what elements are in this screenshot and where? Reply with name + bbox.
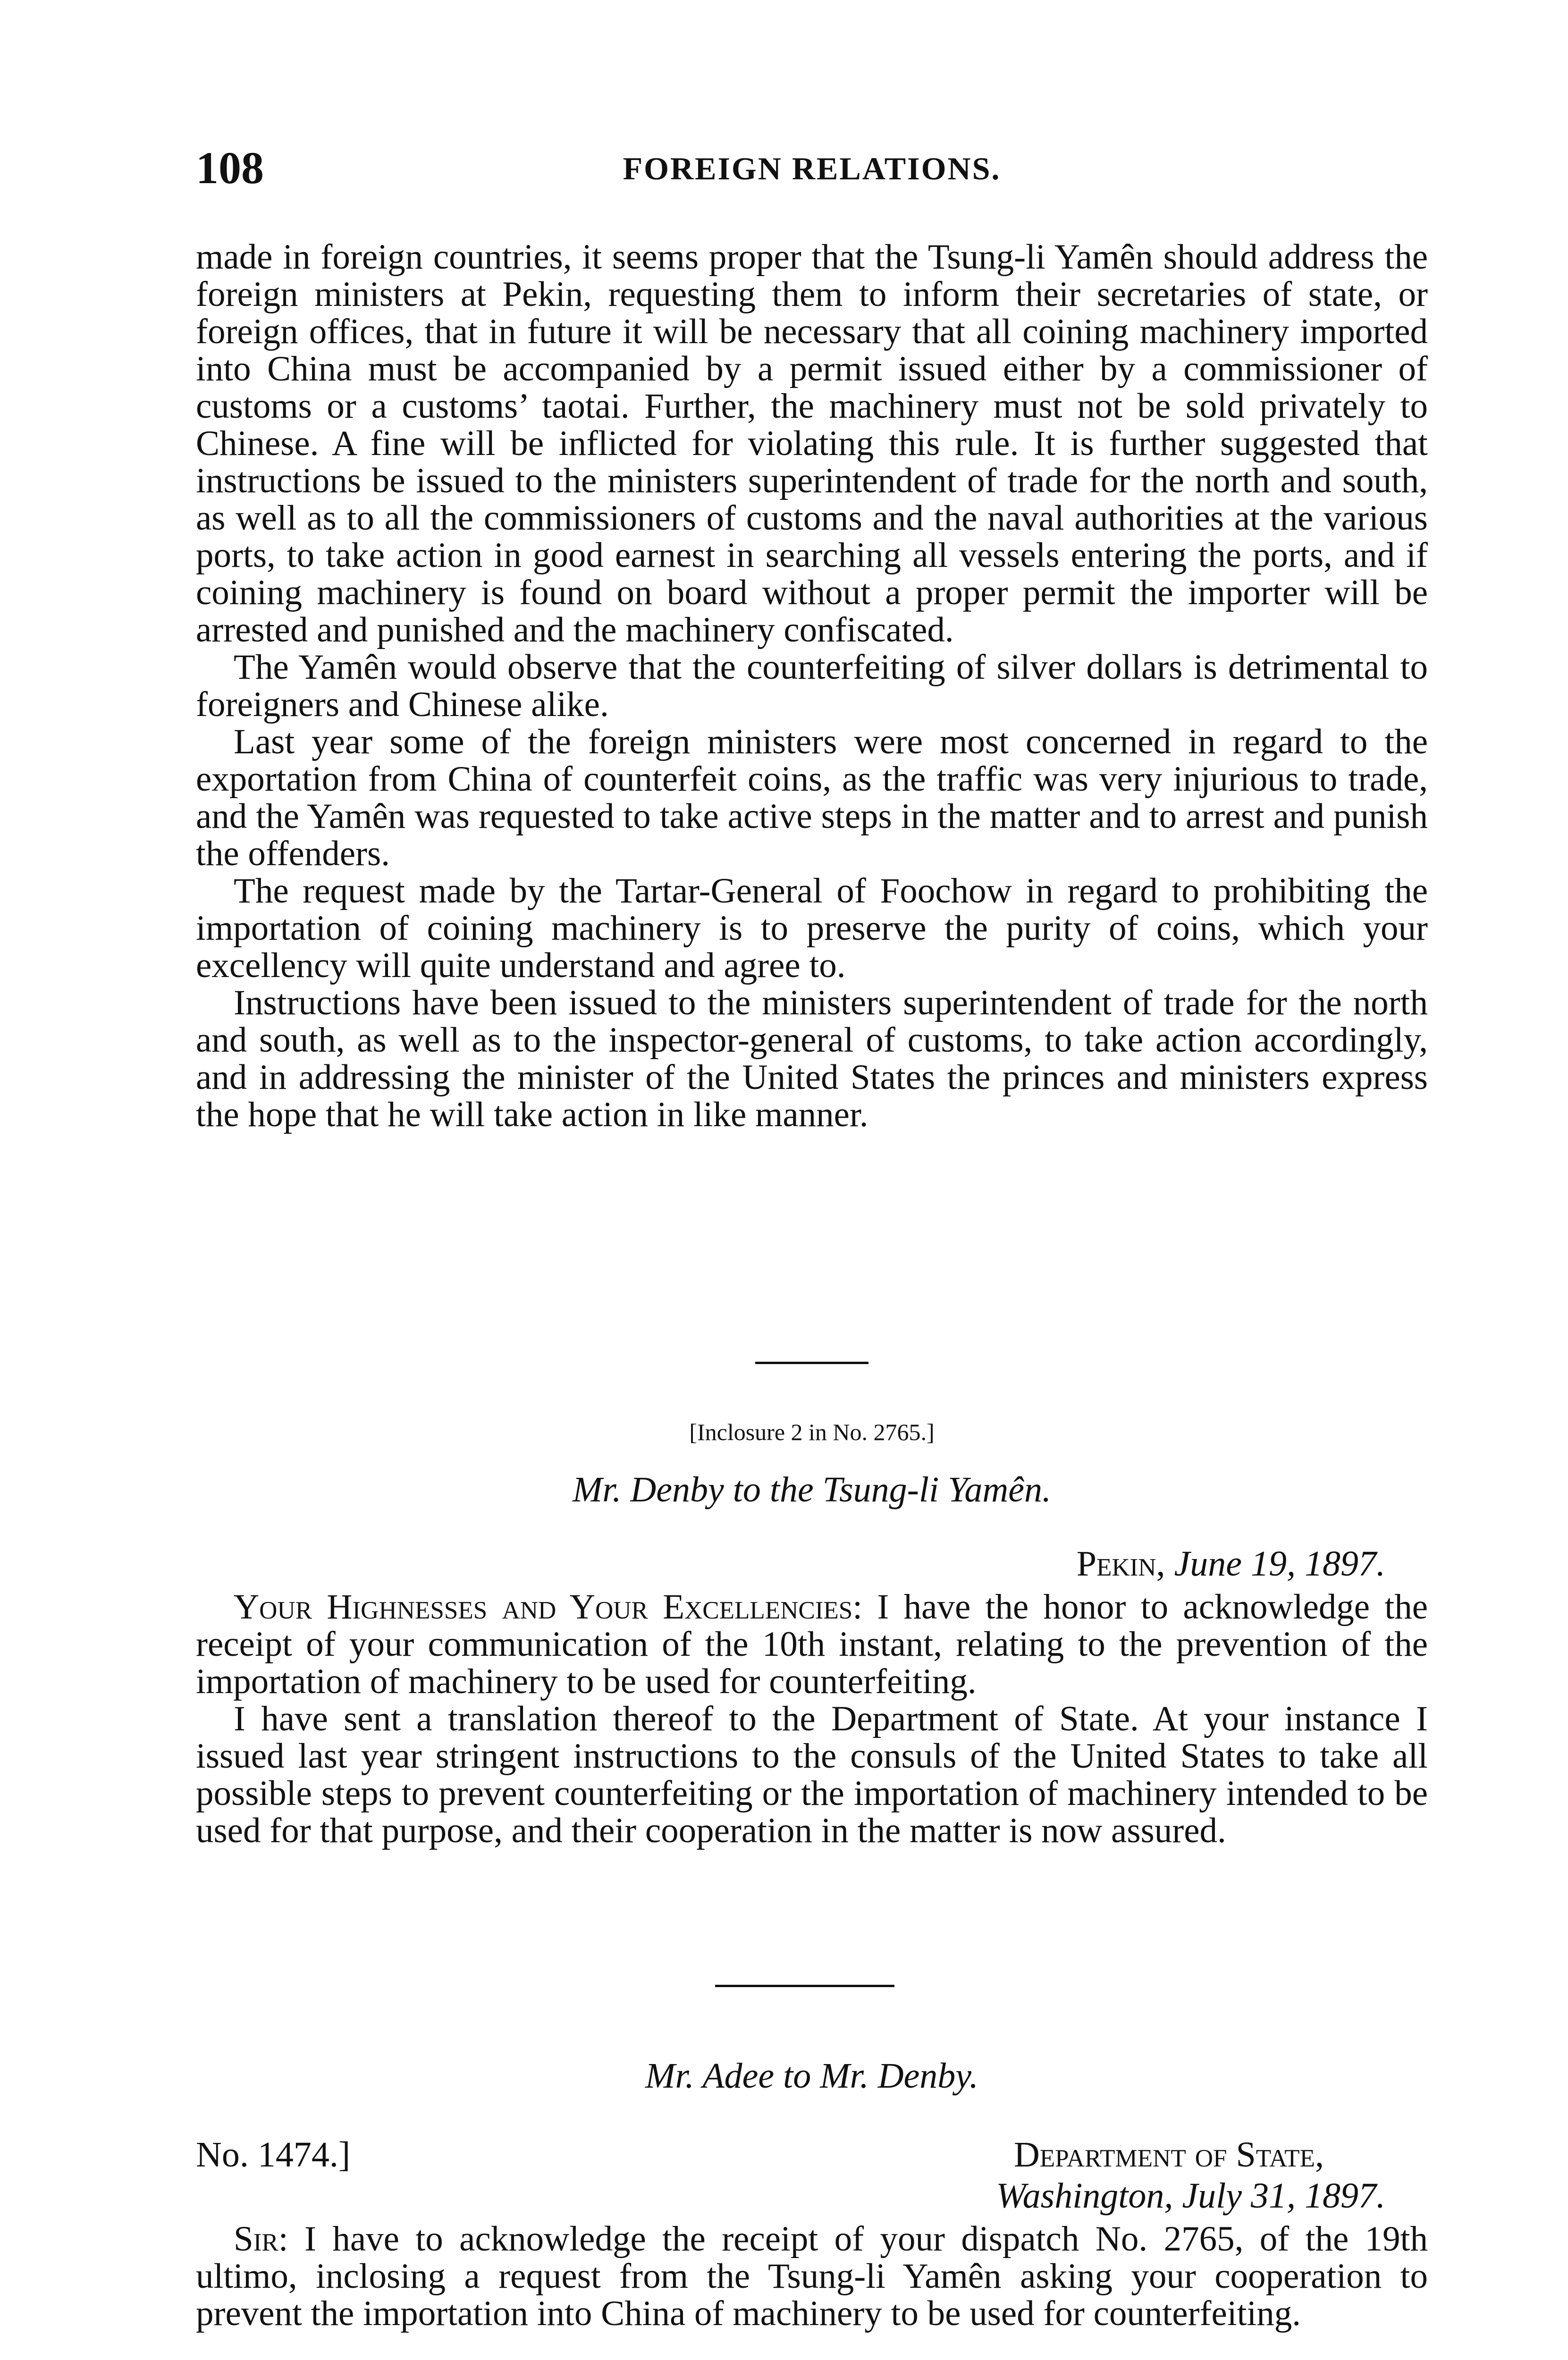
salutation: Sir: — [234, 2219, 288, 2259]
letter-title: Mr. Denby to the Tsung-li Yamên. — [572, 1470, 1052, 1509]
dispatch-number: No. 1474.] — [196, 2135, 351, 2175]
body-section-3 — [196, 2056, 1428, 2332]
body-section-1 — [196, 238, 1428, 1133]
letter-heading — [196, 2134, 1428, 2175]
department-name: Department of State, — [1013, 2135, 1324, 2175]
page-number: 108 — [196, 143, 264, 193]
paragraph: Last year some of the foreign ministers were most concerned in regard to the exportation from China of counterfeit coins, as the traffic was very injurious to trade, and the Yamên was requested to take active steps in the matter and to arrest and punish the offenders. — [196, 722, 1428, 873]
paragraph: I have sent a translation thereof to the Department of State. At your instance I issued last year stringent instructions to the consuls of the United States to take all possible steps to prevent counterfeiting or the importation of machinery intended to be used for that purpose, and their cooperation in the matter is now assured. — [196, 1699, 1428, 1850]
paragraph: Instructions have been issued to the ministers superintendent of trade for the north and south, as well as to the inspector-general of customs, to take action accordingly, and in addressing the minister of the United States the princes and ministers express the hope that he will take action in like manner. — [196, 983, 1428, 1134]
paragraph-continued: made in foreign countries, it seems proper that the Tsung-li Yamên should address the foreign ministers at Pekin, requesting them to inform their secretaries of state, or foreign offices, that in future it will be necessary that all coining machinery imported into China must be accompanied by a permit issued either by a commissioner of customs or a customs’ taotai. Further, the machinery must not be sold privately to Chinese. A fine will be inflicted for violating this rule. It is further suggested that instructions be issued to the ministers superintendent of trade for the north and south, as well as to all the commissioners of customs and the naval authorities at the various ports, to take action in good earnest in searching all vessels entering the ports, and if coining machinery is found on board without a proper permit the importer will be arrested and punished and the machinery confiscated. — [196, 237, 1428, 649]
section-divider — [715, 1985, 894, 1987]
dateline — [196, 1543, 1428, 1585]
page-header — [196, 142, 1428, 198]
paragraph — [196, 1588, 1428, 1700]
running-title: FOREIGN RELATIONS. — [623, 151, 1001, 186]
paragraph — [196, 2220, 1428, 2332]
salutation: Your Highnesses and Your Excellencies: — [234, 1587, 863, 1627]
inclosure-note: [Inclosure 2 in No. 2765.] — [689, 1419, 935, 1445]
letter-title: Mr. Adee to Mr. Denby. — [645, 2056, 978, 2096]
section-divider — [755, 1362, 868, 1364]
body-section-2 — [196, 1418, 1428, 1849]
paragraph: The Yamên would observe that the counterfeiting of silver dollars is detrimental to foreigners and Chinese alike. — [196, 648, 1428, 724]
dateline-date: June 19, 1897. — [1174, 1544, 1385, 1584]
paragraph-text: I have to acknowledge the receipt of your dispatch No. 2765, of the 19th ultimo, inclosing a request from the Tsung-li Yamên asking your cooperation to prevent the importation into China of machinery to be used for counterfeiting. — [196, 2219, 1428, 2333]
paragraph-text: I have the honor to acknowledge the receipt of your communication of the 10th instant, relating to the prevention of the importation of machinery to be used for counterfeiting. — [196, 1587, 1428, 1701]
paragraph: The request made by the Tartar-General of Foochow in regard to prohibiting the importation of coining machinery is to preserve the purity of coins, which your excellency will quite understand and agree to. — [196, 871, 1428, 985]
dateline-place: Pekin, — [1076, 1544, 1165, 1584]
place-date: Washington, July 31, 1897. — [996, 2176, 1385, 2216]
